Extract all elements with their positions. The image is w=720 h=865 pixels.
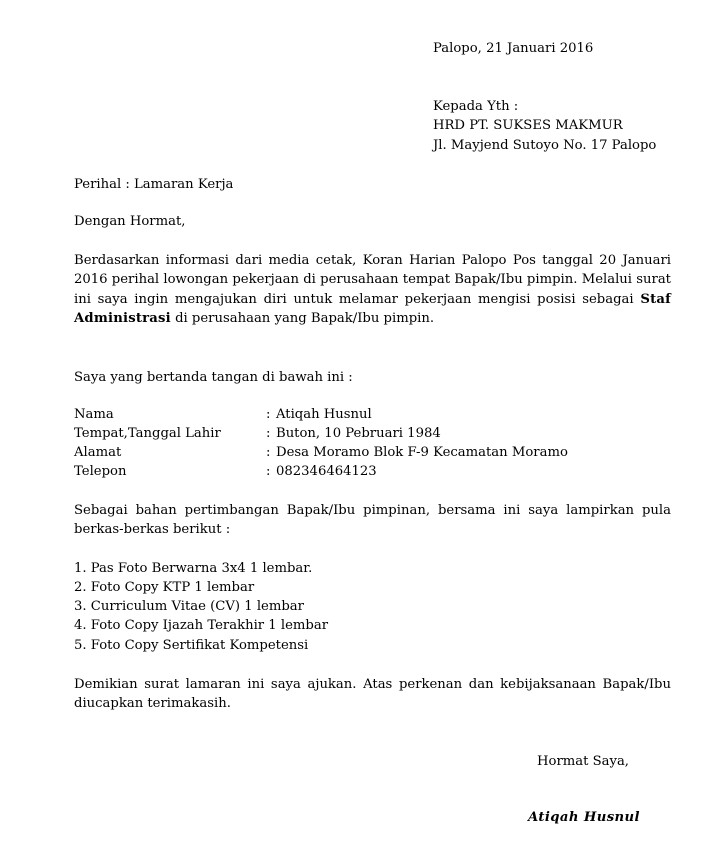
intro-paragraph: [74, 251, 671, 329]
field-label: Nama: [74, 407, 114, 422]
recipient-address: Jl. Mayjend Sutoyo No. 17 Palopo: [433, 138, 657, 153]
closing-paragraph: Demikian surat lamaran ini saya ajukan. Atas perkenan dan kebijaksanaan Bapak/Ibu diucapkan terimakasih.: [74, 677, 671, 712]
field-label: Tempat,Tanggal Lahir: [74, 426, 221, 441]
field-value: Desa Moramo Blok F-9 Kecamatan Moramo: [276, 445, 568, 460]
field-row-phone: [74, 462, 674, 481]
attachment-item: 4. Foto Copy Ijazah Terakhir 1 lembar: [74, 618, 328, 633]
attachment-item: 2. Foto Copy KTP 1 lembar: [74, 580, 255, 595]
recipient-greeting: Kepada Yth :: [433, 99, 519, 114]
regards-line: Hormat Saya,: [537, 754, 630, 769]
field-separator: :: [266, 445, 271, 460]
field-value: 082346464123: [276, 464, 377, 479]
consideration-paragraph: Sebagai bahan pertimbangan Bapak/Ibu pimpinan, bersama ini saya lampirkan pula berkas-berkas berikut :: [74, 503, 671, 538]
field-label: Alamat: [74, 445, 122, 460]
field-row-address: [74, 443, 674, 462]
field-row-name: [74, 405, 674, 424]
attachment-item: 3. Curriculum Vitae (CV) 1 lembar: [74, 599, 304, 614]
undersigned-line: Saya yang bertanda tangan di bawah ini :: [74, 370, 353, 385]
recipient-name: HRD PT. SUKSES MAKMUR: [433, 118, 623, 133]
field-row-birth: [74, 424, 674, 443]
position-title: Staf Administrasi: [74, 291, 671, 327]
field-value: Atiqah Husnul: [276, 407, 372, 422]
attachment-item: 1. Pas Foto Berwarna 3x4 1 lembar.: [74, 561, 313, 576]
intro-text-before: Berdasarkan informasi dari media cetak, Koran Harian Palopo Pos tanggal 20 Januari 2016 perihal lowongan pekerjaan di perusahaan tempat Bapak/Ibu pimpin. Melalui surat ini saya ingin mengajukan diri untuk melamar pekerjaan mengisi posisi sebagai: [74, 253, 671, 307]
field-separator: :: [266, 464, 271, 479]
field-separator: :: [266, 426, 271, 441]
salutation: Dengan Hormat,: [74, 214, 186, 229]
place-date: Palopo, 21 Januari 2016: [433, 41, 594, 56]
subject-line: Perihal : Lamaran Kerja: [74, 177, 234, 192]
signature-name: Atiqah Husnul: [528, 810, 640, 825]
attachment-item: 5. Foto Copy Sertifikat Kompetensi: [74, 638, 309, 653]
field-separator: :: [266, 407, 271, 422]
field-label: Telepon: [74, 464, 127, 479]
intro-text-after: di perusahaan yang Bapak/Ibu pimpin.: [175, 311, 435, 327]
field-value: Buton, 10 Pebruari 1984: [276, 426, 441, 441]
